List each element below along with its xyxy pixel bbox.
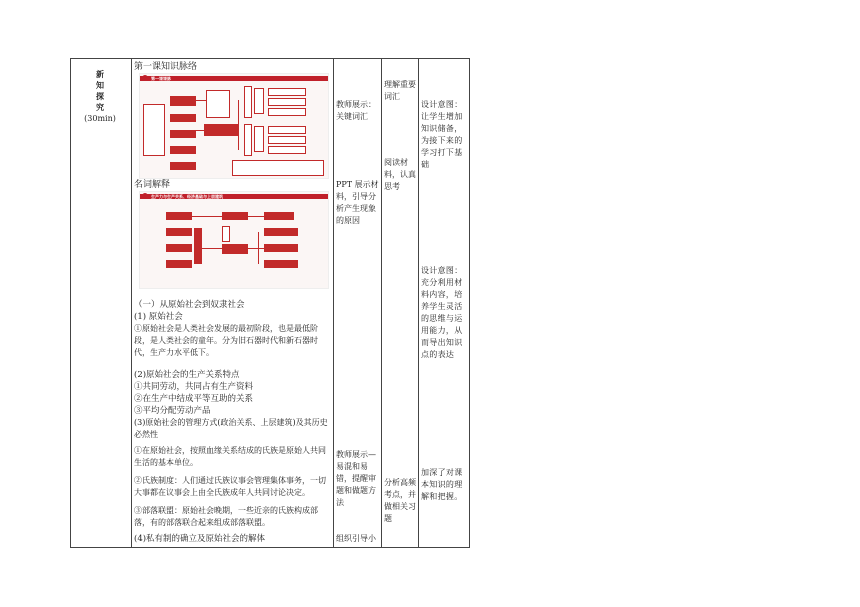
connector-line — [202, 248, 222, 249]
paragraph: ③部落联盟：原始社会晚期，一些近亲的氏族构成部落，有的部落联合起来组成部落联盟。 — [134, 506, 318, 527]
connector-line — [196, 100, 206, 101]
connector-line — [258, 232, 259, 264]
diagram-text-box — [268, 146, 306, 154]
paragraph: (3)原始社会的管理方式(政治关系、上层建筑)及其历史必然性 — [134, 418, 328, 439]
design-intent: 设计意图：让学生增加知识储备，为接下来的学习打下基础 — [421, 100, 463, 169]
connector-line — [238, 100, 239, 150]
diagram-bracket — [244, 124, 252, 156]
diagram-text-box — [268, 98, 306, 106]
diagram-node — [170, 114, 196, 122]
diagram-text-box — [268, 88, 306, 96]
column-divider — [333, 59, 334, 547]
connector-line — [196, 130, 204, 131]
diagram-node — [170, 146, 196, 154]
column-divider — [131, 59, 132, 547]
duration-label: (30min) — [84, 114, 116, 123]
terms-diagram — [139, 191, 329, 289]
diagram-header-text: 生产力与生产关系、经济基础与上层建筑 — [151, 194, 223, 199]
knowledge-map-diagram — [139, 73, 329, 179]
teacher-activity: 组织引导小 — [336, 534, 376, 543]
diagram-node — [264, 228, 298, 236]
column-divider — [418, 59, 419, 547]
diagram-node — [222, 212, 248, 220]
diagram-header-text: 第一课课脉 — [151, 76, 171, 81]
list-item: ①共同劳动，共同占有生产资料 — [134, 382, 254, 392]
paragraph: ②氏族制度：人们通过氏族议事会管理集体事务，一切大事都在议事会上由全氏族成年人共同讨论决定。 — [134, 476, 326, 497]
paragraph: ①原始社会是人类社会发展的最初阶段，也是最低阶段，是人类社会的童年。分为旧石器时代和新石器时代，生产力水平低下。 — [134, 324, 318, 357]
diagram-bracket — [244, 86, 252, 118]
subsection-title: (4)私有制的确立及原始社会的解体 — [134, 534, 266, 544]
diagram-node-outline — [254, 126, 264, 152]
diagram-text-box — [268, 108, 306, 116]
list-item: ②在生产中结成平等互助的关系 — [134, 394, 254, 404]
heading-terms: 名词解释 — [134, 180, 171, 190]
diagram-node — [264, 244, 298, 252]
diagram-node — [166, 212, 192, 220]
teacher-activity: 教师展示—易混和易错，提醒审题和做题方法 — [336, 450, 376, 507]
diagram-node — [264, 260, 298, 268]
header-dot-icon — [142, 75, 148, 81]
diagram-note-box — [232, 160, 324, 176]
section-title: （一）从原始社会到奴隶社会 — [134, 300, 245, 310]
section-label — [84, 69, 116, 124]
diagram-note-box — [143, 104, 165, 156]
diagram-node — [166, 244, 192, 252]
diagram-node — [222, 244, 248, 254]
diagram-text-box — [268, 126, 306, 134]
section-label-char: 新 — [96, 69, 104, 79]
section-label-char: 知 — [96, 80, 104, 90]
design-intent: 加深了对课本知识的理解和把握。 — [421, 468, 463, 501]
diagram-node — [170, 96, 196, 106]
diagram-text-box — [268, 136, 306, 144]
student-activity: 阅读材料，认真思考 — [384, 158, 416, 191]
diagram-node-outline — [254, 88, 264, 114]
section-label-char: 究 — [96, 102, 104, 112]
diagram-node-outline — [206, 90, 230, 118]
diagram-node-outline — [222, 226, 230, 242]
teacher-activity: PPT 展示材料，引导分析产生现象的原因 — [336, 180, 379, 225]
design-intent: 设计意图：充分利用材料内容，培养学生灵活的思维与运用能力，从而导出知识点的表达 — [421, 266, 463, 359]
diagram-node — [204, 124, 238, 136]
diagram-node — [170, 162, 196, 170]
paragraph: ①在原始社会，按照血缘关系结成的氏族是原始人共同生活的基本单位。 — [134, 446, 326, 467]
header-dot-icon — [142, 193, 148, 199]
diagram-node — [264, 212, 294, 220]
student-activity: 分析高频考点，并做相关习题 — [384, 478, 416, 523]
diagram-node-vertical — [194, 228, 202, 264]
connector-line — [192, 216, 222, 217]
student-activity: 理解重要词汇 — [384, 80, 416, 101]
connector-line — [248, 248, 264, 249]
diagram-node — [166, 228, 192, 236]
connector-line — [248, 216, 264, 217]
subsection-title: (1) 原始社会 — [134, 312, 183, 322]
section-label-char: 探 — [96, 91, 104, 101]
lesson-table — [70, 58, 470, 548]
diagram-node — [170, 130, 196, 138]
list-item: ③平均分配劳动产品 — [134, 406, 211, 416]
heading-knowledge-map: 第一课知识脉络 — [134, 62, 198, 72]
teacher-activity: 教师展示：关键词汇 — [336, 100, 376, 121]
subsection-title: (2)原始社会的生产关系特点 — [134, 370, 240, 380]
diagram-node — [166, 260, 192, 268]
